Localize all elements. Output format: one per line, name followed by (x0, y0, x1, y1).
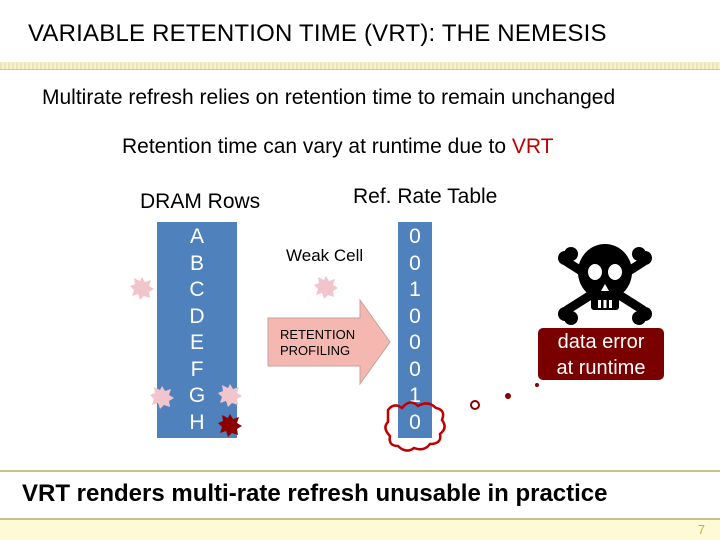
rate-value: 0 (409, 251, 421, 275)
footer-bar (0, 520, 720, 540)
weak-cell-icon (130, 277, 154, 300)
weak-cell-label: Weak Cell (286, 246, 364, 265)
row-label: H (189, 410, 205, 434)
weak-cell-icon (218, 414, 242, 437)
weak-cell-icon (314, 276, 338, 299)
weak-cell-icon (218, 384, 242, 407)
row-label: F (190, 357, 204, 381)
skull-crossbones-icon (558, 244, 652, 325)
error-line2: at runtime (556, 357, 646, 379)
weak-cell-icon (150, 386, 174, 409)
profiling-line2: PROFILING (280, 343, 351, 358)
row-label: D (189, 304, 205, 328)
row-label: C (189, 278, 205, 302)
retention-profiling-label (280, 327, 380, 359)
error-line1: data error (557, 331, 645, 353)
rate-value: 1 (409, 278, 421, 302)
ref-rate-table-label: Ref. Rate Table (353, 185, 498, 208)
rate-value: 0 (409, 304, 421, 328)
row-label: B (189, 251, 204, 275)
row-label: A (189, 225, 204, 248)
bullet-vrt-text: Retention time can vary at runtime due to (122, 135, 512, 158)
conclusion-text: VRT renders multi-rate refresh unusable in practice (22, 480, 608, 507)
data-error-box (538, 328, 664, 380)
dram-rows-label: DRAM Rows (140, 190, 261, 213)
row-label: E (189, 331, 204, 355)
rate-value: 0 (409, 331, 421, 355)
explosion-icon (385, 402, 444, 450)
bullet-multirate: Multirate refresh relies on retention time to remain unchanged (42, 86, 616, 109)
rate-value: 1 (409, 384, 421, 408)
profiling-line1: RETENTION (280, 327, 356, 342)
rate-value: 0 (409, 357, 421, 381)
error-path-dot (471, 401, 479, 409)
rate-value: 0 (409, 410, 421, 434)
vrt-highlight: VRT (511, 135, 554, 158)
error-path-dot (535, 383, 539, 387)
error-path-dot (505, 393, 511, 399)
slide-title: VARIABLE RETENTION TIME (VRT): THE NEMESIS (28, 20, 607, 47)
page-number: 7 (697, 522, 705, 537)
rate-value: 0 (409, 225, 421, 248)
row-label: G (188, 384, 206, 408)
